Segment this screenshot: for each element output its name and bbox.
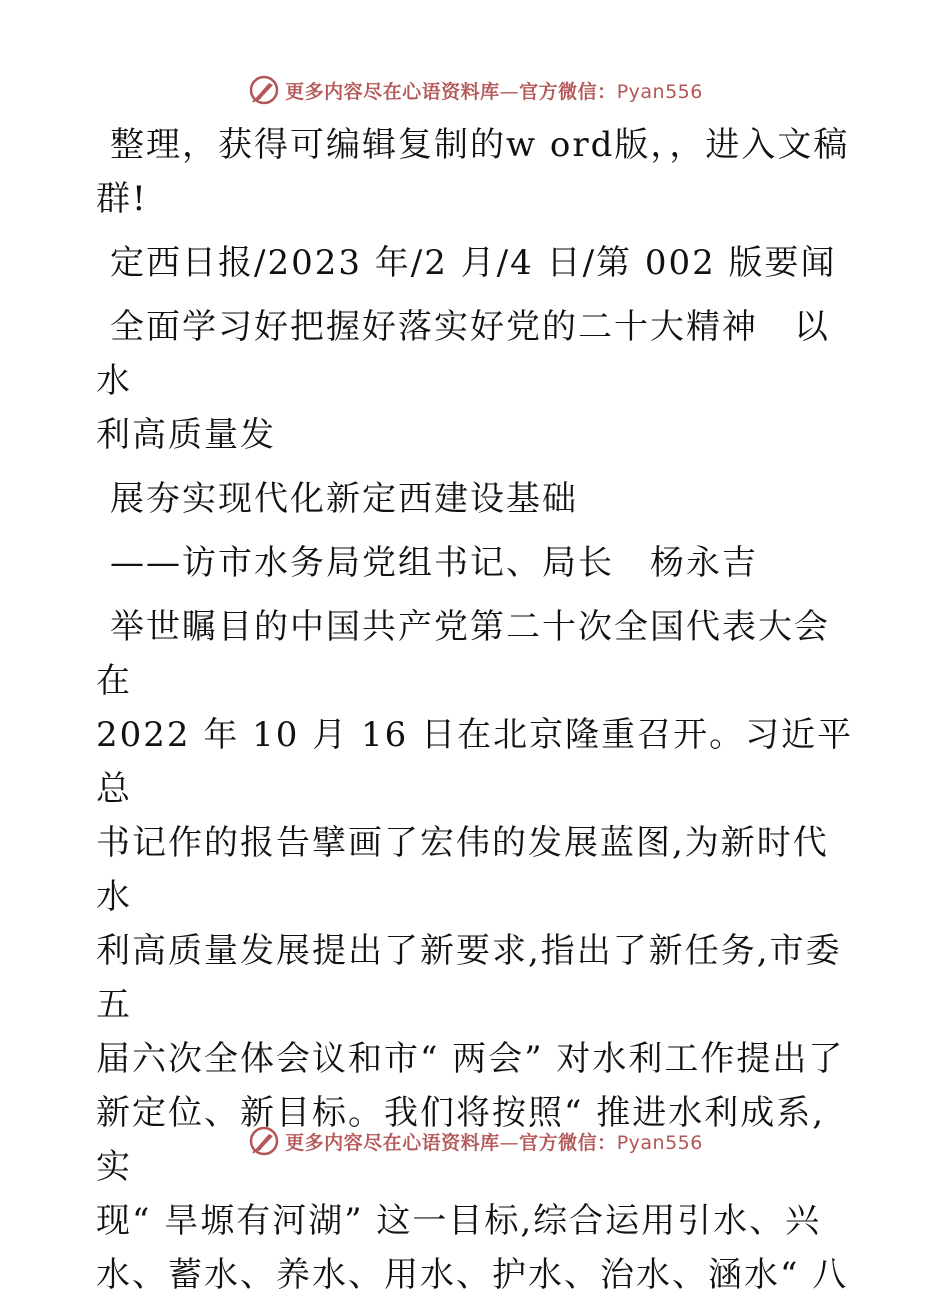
- footer-banner: [0, 1121, 950, 1161]
- banner-text: [285, 77, 703, 104]
- banner-slogan: 更多内容尽在心语资料库: [285, 1131, 500, 1154]
- intro-line-1: 整理，获得可编辑复制的w ord版，，进入文稿: [110, 125, 850, 165]
- intro-line-2: 群!: [96, 179, 148, 219]
- headline-1-line-1: 全面学习好把握好落实好党的二十大精神 以水: [96, 307, 830, 401]
- body-line: 水、蓄水、养水、用水、护水、治水、涵水“ 八: [96, 1255, 849, 1295]
- body-line: 举世瞩目的中国共产党第二十次全国代表大会在: [96, 607, 830, 701]
- body-line: 2022 年 10 月 16 日在北京隆重召开。习近平总: [96, 715, 854, 809]
- banner-wechat-id: Pyan556: [616, 80, 703, 103]
- banner-contact: 官方微信：: [519, 80, 617, 103]
- banner-slogan: 更多内容尽在心语资料库: [285, 80, 500, 103]
- banner-wechat-id: Pyan556: [616, 1131, 703, 1154]
- banner-dash: —: [499, 1131, 520, 1154]
- subtitle-text: ——访市水务局党组书记、局长 杨永吉: [110, 543, 758, 583]
- headline-1: [96, 300, 856, 462]
- banner-contact: 官方微信：: [519, 1131, 617, 1154]
- header-banner: [0, 70, 950, 110]
- subtitle: [96, 536, 856, 590]
- banner-dash: —: [499, 80, 520, 103]
- headline-2: [96, 472, 856, 526]
- body-paragraph: [96, 600, 856, 1302]
- body-line: 利高质量发展提出了新要求,指出了新任务,市委五: [96, 931, 842, 1025]
- source-text: 定西日报/2023 年/2 月/4 日/第 002 版要闻: [110, 243, 837, 283]
- body-line: 届六次全体会议和市“ 两会” 对水利工作提出了: [96, 1039, 845, 1079]
- source-line: [96, 236, 856, 290]
- body-line: 新定位、新目标。我们将按照“ 推进水利成系,实: [96, 1093, 825, 1187]
- body-line: 书记作的报告擘画了宏伟的发展蓝图,为新时代水: [96, 823, 829, 917]
- quill-logo-icon: [247, 73, 281, 107]
- quill-logo-icon: [247, 1124, 281, 1158]
- body-line: 现“ 旱塬有河湖” 这一目标,综合运用引水、兴: [96, 1201, 822, 1241]
- intro-paragraph: [96, 118, 856, 226]
- headline-2-text: 展夯实现代化新定西建设基础: [110, 479, 578, 519]
- headline-1-line-2: 利高质量发: [96, 415, 276, 455]
- banner-text: [285, 1128, 703, 1155]
